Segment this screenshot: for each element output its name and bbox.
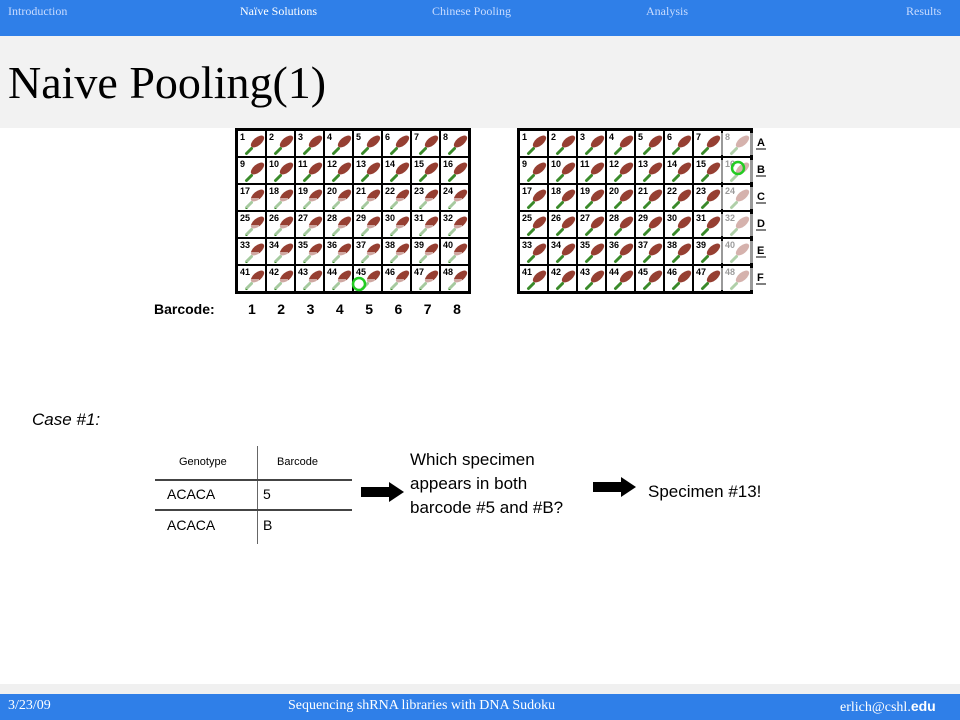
- pool-overlay-mark: [386, 198, 404, 208]
- pool-overlay-mark: [357, 225, 375, 235]
- pool-overlay-mark: [357, 198, 375, 208]
- pool-overlay-mark: [415, 252, 433, 262]
- well-number: 33: [522, 240, 533, 250]
- right-plate-grid: [517, 128, 753, 294]
- pool-overlay-mark: [299, 198, 317, 208]
- table-header-genotype: Genotype: [179, 456, 227, 468]
- well-number: 35: [580, 240, 591, 250]
- pool-overlay-mark: [328, 252, 346, 262]
- row-letter: C: [757, 191, 765, 203]
- well-number: 33: [240, 240, 251, 250]
- well-number: 3: [298, 132, 304, 142]
- pool-overlay-mark: [721, 268, 753, 290]
- footer-date: 3/23/09: [8, 698, 51, 713]
- row-letters: [756, 137, 766, 284]
- well-number: 21: [638, 186, 649, 196]
- pool-overlay-mark: [721, 133, 753, 155]
- nav-item-results[interactable]: Results: [906, 4, 942, 18]
- pool-overlay-mark: [299, 279, 317, 289]
- pool-overlay-mark: [386, 225, 404, 235]
- well-number: 7: [414, 132, 420, 142]
- well-number: 38: [667, 240, 678, 250]
- right-arrow-icon: [592, 476, 638, 500]
- row-letter: E: [757, 245, 765, 257]
- table-rule-2: [155, 509, 352, 511]
- left-plate-grid: [235, 128, 471, 294]
- well-number: 14: [385, 159, 396, 169]
- well-number: 39: [414, 240, 425, 250]
- top-navigation-bar: [0, 0, 960, 36]
- well-number: 38: [385, 240, 396, 250]
- barcode-number: 2: [277, 301, 286, 317]
- well-number: 24: [443, 186, 454, 196]
- well-number: 6: [667, 132, 673, 142]
- pool-overlay-mark: [241, 252, 259, 262]
- well-number: 22: [385, 186, 396, 196]
- footer-email-domain: edu: [910, 698, 936, 714]
- well-number: 9: [240, 159, 246, 169]
- slide-title: Naive Pooling(1): [8, 57, 327, 108]
- barcode-number: 7: [423, 301, 432, 317]
- well-number: 5: [356, 132, 362, 142]
- well-number: 14: [667, 159, 678, 169]
- table-cell-genotype: ACACA: [167, 486, 216, 502]
- pool-overlay-mark: [444, 252, 462, 262]
- row-letter: A: [757, 137, 765, 149]
- well-number: 43: [298, 267, 309, 277]
- well-number: 23: [696, 186, 707, 196]
- well-number: 29: [638, 213, 649, 223]
- well-number: 45: [356, 267, 367, 277]
- well-number: 2: [551, 132, 557, 142]
- footer-title: Sequencing shRNA libraries with DNA Sudoku: [288, 698, 556, 713]
- well-number: 22: [667, 186, 678, 196]
- pool-overlay-mark: [357, 252, 375, 262]
- well-number: 12: [609, 159, 620, 169]
- pool-overlay-mark: [415, 279, 433, 289]
- well-number: 31: [414, 213, 425, 223]
- well-number: 26: [269, 213, 280, 223]
- nav-item-introduction[interactable]: Introduction: [8, 4, 68, 18]
- well-number: 46: [667, 267, 678, 277]
- barcode-number: 1: [248, 301, 256, 317]
- row-letter: B: [757, 164, 765, 176]
- case-label: Case #1:: [32, 410, 101, 429]
- well-number: 10: [269, 159, 280, 169]
- pool-overlay-mark: [444, 279, 462, 289]
- pool-overlay-mark: [328, 279, 346, 289]
- well-number: 36: [609, 240, 620, 250]
- nav-item-naive-solutions[interactable]: Naïve Solutions: [240, 4, 317, 18]
- well-number: 30: [385, 213, 396, 223]
- barcode-number: 6: [394, 301, 403, 317]
- well-number: 46: [385, 267, 396, 277]
- pool-overlay-mark: [721, 241, 753, 263]
- well-number: 4: [609, 132, 615, 142]
- table-cell-barcode: B: [263, 517, 273, 533]
- pool-overlay-mark: [721, 214, 753, 236]
- question-text: Which specimen appears in both barcode #5 and #B?: [410, 450, 564, 517]
- barcode-numbers: [248, 301, 461, 317]
- well-number: 28: [609, 213, 620, 223]
- nav-item-chinese-pooling[interactable]: Chinese Pooling: [432, 4, 512, 18]
- well-number: 5: [638, 132, 644, 142]
- pool-overlay-mark: [415, 198, 433, 208]
- nav-item-analysis[interactable]: Analysis: [646, 4, 688, 18]
- pool-overlay-mark: [444, 198, 462, 208]
- pool-overlay-mark: [241, 225, 259, 235]
- well-number: 34: [269, 240, 280, 250]
- well-number: 43: [580, 267, 591, 277]
- pool-overlay-mark: [386, 279, 404, 289]
- well-number: 3: [580, 132, 586, 142]
- well-number: 20: [609, 186, 620, 196]
- row-letter: F: [757, 272, 764, 284]
- pool-overlay-mark: [299, 225, 317, 235]
- pooling-figure: [0, 120, 960, 460]
- well-number: 26: [551, 213, 562, 223]
- well-number: 13: [638, 159, 649, 169]
- well-number: 21: [356, 186, 367, 196]
- well-number: 1: [240, 132, 246, 142]
- well-number: 8: [443, 132, 449, 142]
- well-number: 31: [696, 213, 707, 223]
- well-number: 28: [327, 213, 338, 223]
- well-number: 42: [269, 267, 280, 277]
- well-number: 17: [240, 186, 251, 196]
- well-number: 35: [298, 240, 309, 250]
- well-number: 1: [522, 132, 528, 142]
- pool-overlay-mark: [444, 225, 462, 235]
- table-cell-barcode: 5: [263, 486, 271, 502]
- well-number: 29: [356, 213, 367, 223]
- pool-overlay-mark: [241, 198, 259, 208]
- well-number: 30: [667, 213, 678, 223]
- footer-email-user: erlich@cshl.: [840, 700, 911, 715]
- barcode-number: 8: [453, 301, 461, 317]
- well-number: 41: [522, 267, 533, 277]
- well-number: 19: [580, 186, 591, 196]
- pool-overlay-mark: [299, 252, 317, 262]
- pool-overlay-mark: [721, 187, 753, 209]
- pool-overlay-mark: [328, 198, 346, 208]
- well-number: 41: [240, 267, 251, 277]
- table-divider: [257, 446, 258, 544]
- well-number: 44: [609, 267, 620, 277]
- well-number: 2: [269, 132, 275, 142]
- well-number: 36: [327, 240, 338, 250]
- pool-overlay-mark: [270, 279, 288, 289]
- pool-overlay-mark: [270, 198, 288, 208]
- well-number: 42: [551, 267, 562, 277]
- answer-text: Specimen #13!: [648, 482, 762, 501]
- well-number: 17: [522, 186, 533, 196]
- well-number: 39: [696, 240, 707, 250]
- well-number: 32: [443, 213, 454, 223]
- well-number: 25: [522, 213, 533, 223]
- well-number: 15: [696, 159, 707, 169]
- table-rule-1: [155, 479, 352, 481]
- well-number: 27: [298, 213, 309, 223]
- pool-overlay-mark: [386, 252, 404, 262]
- well-number: 47: [696, 267, 707, 277]
- footer-email: [840, 698, 936, 716]
- pool-overlay-mark: [241, 279, 259, 289]
- well-number: 45: [638, 267, 649, 277]
- well-number: 18: [269, 186, 280, 196]
- row-letter: D: [757, 218, 765, 230]
- well-number: 48: [443, 267, 454, 277]
- well-number: 23: [414, 186, 425, 196]
- barcode-number: 4: [335, 301, 344, 317]
- well-number: 37: [356, 240, 367, 250]
- well-number: 10: [551, 159, 562, 169]
- table-header-barcode: Barcode: [277, 456, 318, 468]
- right-arrow-icon: [360, 481, 406, 505]
- well-number: 12: [327, 159, 338, 169]
- well-number: 11: [298, 159, 308, 169]
- barcode-number: 3: [306, 301, 315, 317]
- pool-overlay-mark: [328, 225, 346, 235]
- well-number: 40: [443, 240, 454, 250]
- well-number: 18: [551, 186, 562, 196]
- well-number: 7: [696, 132, 702, 142]
- well-number: 37: [638, 240, 649, 250]
- well-number: 27: [580, 213, 591, 223]
- well-number: 4: [327, 132, 333, 142]
- well-number: 16: [443, 159, 454, 169]
- well-number: 6: [385, 132, 391, 142]
- well-number: 25: [240, 213, 251, 223]
- barcode-number: 5: [365, 301, 373, 317]
- well-number: 11: [580, 159, 590, 169]
- pool-overlay-mark: [270, 252, 288, 262]
- well-number: 47: [414, 267, 425, 277]
- well-number: 19: [298, 186, 309, 196]
- well-number: 9: [522, 159, 528, 169]
- well-number: 34: [551, 240, 562, 250]
- well-number: 13: [356, 159, 367, 169]
- pool-overlay-mark: [270, 225, 288, 235]
- well-number: 20: [327, 186, 338, 196]
- table-cell-genotype: ACACA: [167, 517, 216, 533]
- barcode-label: Barcode:: [154, 301, 215, 317]
- pool-overlay-mark: [415, 225, 433, 235]
- footer-bar: [0, 694, 960, 720]
- well-number: 15: [414, 159, 425, 169]
- well-number: 44: [327, 267, 338, 277]
- footer-shadow: [0, 684, 960, 694]
